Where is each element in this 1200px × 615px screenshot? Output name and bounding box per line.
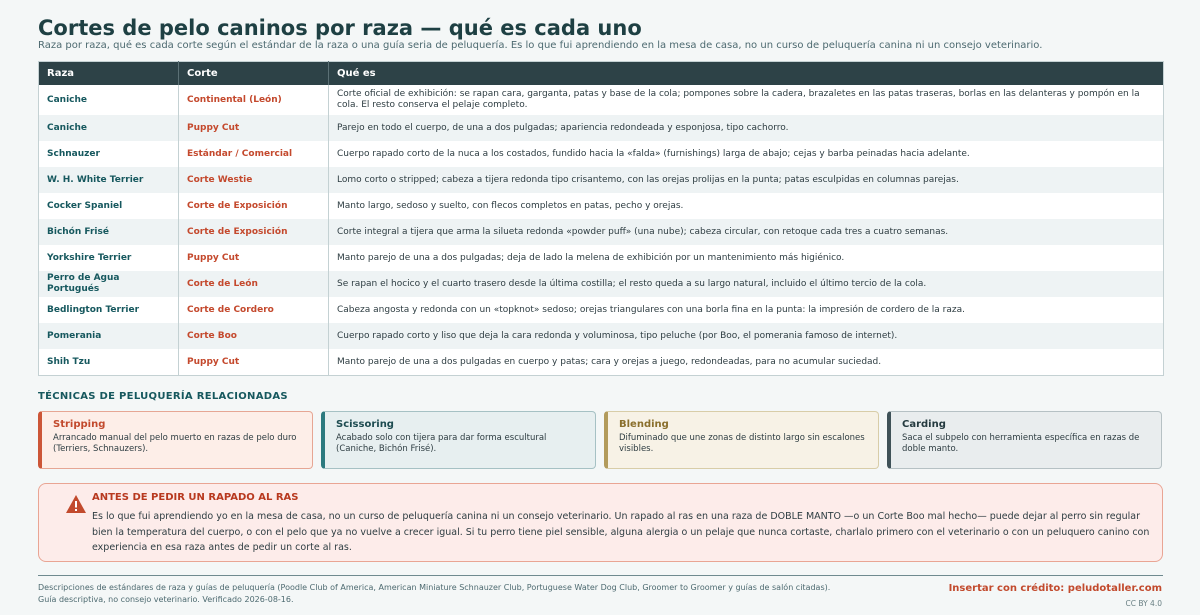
warning-icon [65,494,87,514]
breed-cell: Perro de Agua Portugués [39,271,179,297]
column-header-breed: Raza [39,62,179,86]
breed-cell: Schnauzer [39,141,179,167]
page-subtitle: Raza por raza, qué es cada corte según el estándar de la raza o una guía seria de peluquería. Es lo que fui aprendiendo en la mesa de casa, no un curso de peluquería canina ni un consejo veterinario. [38,40,1043,51]
breed-cell: Bedlington Terrier [39,297,179,323]
cut-cell: Corte de Exposición [179,193,329,219]
breed-cell: W. H. White Terrier [39,167,179,193]
description-cell: Parejo en todo el cuerpo, de una a dos pulgadas; apariencia redondeada y esponjosa, tipo cachorro. [329,115,1164,141]
page-title: Cortes de pelo caninos por raza — qué es cada uno [38,16,642,40]
technique-card-carding [887,411,1162,469]
breed-cell: Pomerania [39,323,179,349]
table-row [39,245,1164,271]
description-cell: Cabeza angosta y redonda con un «topknot» sedoso; orejas triangulares con una borla fina en la punta: la impresión de cordero de la raza. [329,297,1164,323]
cut-cell: Corte de Exposición [179,219,329,245]
description-cell: Se rapan el hocico y el cuarto trasero desde la última costilla; el resto queda a su largo natural, incluido el último tercio de la cola. [329,271,1164,297]
footer-divider [38,575,1163,576]
footer-sources: Descripciones de estándares de raza y guías de peluquería (Poodle Club of America, American Miniature Schnauzer Club, Portuguese Water Dog Club, Groomer to Groomer y guías de salón citadas). [38,583,831,592]
table-row [39,219,1164,245]
technique-card-blending [604,411,879,469]
cut-cell: Puppy Cut [179,349,329,376]
technique-description: Difuminado que une zonas de distinto largo sin escalones visibles. [619,433,865,454]
technique-name: Blending [619,419,669,430]
table-row [39,167,1164,193]
description-cell: Cuerpo rapado corto y liso que deja la cara redonda y voluminosa, tipo peluche (por Boo, el pomerania famoso de internet). [329,323,1164,349]
techniques-section-title: TÉCNICAS DE PELUQUERÍA RELACIONADAS [38,391,288,402]
technique-card-stripping [38,411,313,469]
breed-cell: Yorkshire Terrier [39,245,179,271]
technique-card-scissoring [321,411,596,469]
breed-cuts-table [38,61,1164,376]
table-row [39,85,1164,115]
description-cell: Corte oficial de exhibición: se rapan cara, garganta, patas y base de la cola; pompones sobre la cadera, brazaletes en las patas traseras, borlas en las delanteras y pompón en la cola. El resto conserva el pelaje completo. [329,85,1164,115]
table-row [39,323,1164,349]
table-row [39,193,1164,219]
cut-cell: Corte de León [179,271,329,297]
description-cell: Lomo corto o stripped; cabeza a tijera redonda tipo crisantemo, con las orejas prolijas en la punta; patas esculpidas en columnas parejas. [329,167,1164,193]
table-row [39,115,1164,141]
footer-verified: Guía descriptiva, no consejo veterinario. Verificado 2026-08-16. [38,595,294,604]
cut-cell: Puppy Cut [179,115,329,141]
techniques-cards [38,411,1163,469]
description-cell: Cuerpo rapado corto de la nuca a los costados, fundido hacia la «falda» (furnishings) larga de abajo; cejas y barba peinadas hacia adelante. [329,141,1164,167]
table-header-row [39,62,1164,86]
breed-cell: Cocker Spaniel [39,193,179,219]
table-row [39,271,1164,297]
cut-cell: Corte Westie [179,167,329,193]
technique-name: Carding [902,419,946,430]
table-row [39,297,1164,323]
technique-name: Scissoring [336,419,394,430]
breed-cell: Shih Tzu [39,349,179,376]
breed-cell: Caniche [39,85,179,115]
cut-cell: Corte de Cordero [179,297,329,323]
embed-credit: Insertar con crédito: peludotaller.com [948,583,1162,594]
description-cell: Corte integral a tijera que arma la silueta redonda «powder puff» (una nube); cabeza circular, con retoque cada tres a cuatro semanas. [329,219,1164,245]
table-row [39,349,1164,376]
breed-cell: Bichón Frisé [39,219,179,245]
column-header-cut: Corte [179,62,329,86]
breed-cell: Caniche [39,115,179,141]
description-cell: Manto parejo de una a dos pulgadas; deja de lado la melena de exhibición por un mantenimiento más higiénico. [329,245,1164,271]
license-label: CC BY 4.0 [1125,599,1162,608]
warning-title: ANTES DE PEDIR UN RAPADO AL RAS [92,492,299,503]
column-header-description: Qué es [329,62,1164,86]
technique-description: Acabado solo con tijera para dar forma escultural (Caniche, Bichón Frisé). [336,433,547,454]
cut-cell: Corte Boo [179,323,329,349]
cut-cell: Estándar / Comercial [179,141,329,167]
table-row [39,141,1164,167]
warning-text: Es lo que fui aprendiendo yo en la mesa de casa, no un curso de peluquería canina ni un consejo veterinario. Un rapado al ras en una raza de DOBLE MANTO —o un Corte Boo mal hecho— puede dejar al perro sin regular bien la temperatura del cuerpo, o con el pelo que ya no vuelve a crecer igual. Si tu perro tiene piel sensible, alguna alergia o un pelaje que nunca cortaste, charlalo primero con el veterinario o con un peluquero canino con experiencia en esa raza antes de pedir un corte al ras. [92,511,1150,553]
description-cell: Manto parejo de una a dos pulgadas en cuerpo y patas; cara y orejas a juego, redondeadas, para no acumular suciedad. [329,349,1164,376]
description-cell: Manto largo, sedoso y suelto, con flecos completos en patas, pecho y orejas. [329,193,1164,219]
cut-cell: Puppy Cut [179,245,329,271]
technique-name: Stripping [53,419,106,430]
technique-description: Saca el subpelo con herramienta específica en razas de doble manto. [902,433,1140,454]
technique-description: Arrancado manual del pelo muerto en razas de pelo duro (Terriers, Schnauzers). [53,433,297,454]
cut-cell: Continental (León) [179,85,329,115]
warning-box [38,483,1163,562]
